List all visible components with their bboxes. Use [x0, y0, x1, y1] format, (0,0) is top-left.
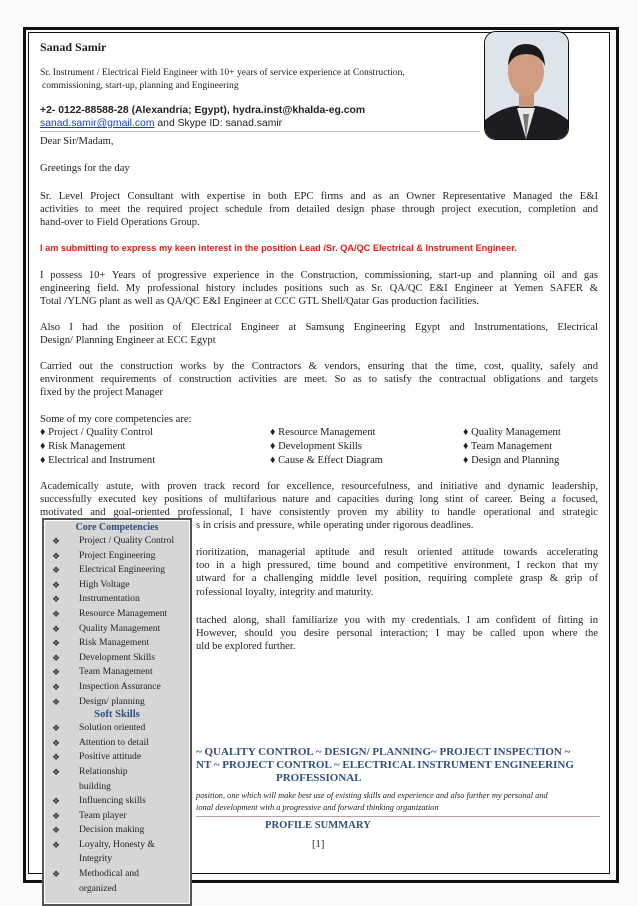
- competency-item: ♦ Resource Management: [270, 427, 376, 438]
- competency-item: ♦ Development Skills: [270, 440, 362, 452]
- skill-item: [44, 578, 190, 593]
- skill-item: [44, 838, 190, 867]
- skill-item: [44, 607, 190, 622]
- candidate-name: Sanad Samir: [40, 40, 107, 54]
- skill-label: High Voltage: [79, 578, 130, 590]
- divider: [196, 816, 600, 817]
- skill-label: Positive attitude: [79, 751, 142, 763]
- paragraph-line: rofessional loyalty, integrity and maturity.: [196, 586, 374, 598]
- bullet-icon: ❖: [52, 594, 61, 605]
- paragraph: [40, 190, 598, 230]
- skill-item: [44, 651, 190, 666]
- skill-item: [44, 721, 190, 736]
- skill-label: Project / Quality Control: [79, 535, 175, 546]
- paragraph: [40, 480, 598, 520]
- competency-item: ♦ Quality Management: [463, 427, 561, 438]
- skill-label: Inspection Assurance: [79, 680, 161, 692]
- competency-column: [463, 426, 561, 467]
- profile-photo: [484, 31, 569, 140]
- competency-item: ♦ Design and Planning: [463, 454, 560, 466]
- competency-item: ♦ Electrical and Instrument: [40, 454, 156, 466]
- profile-headline: NT ~ PROJECT CONTROL ~ ELECTRICAL INSTRUMENT ENGINEERING: [196, 759, 574, 771]
- skill-item: [44, 680, 190, 695]
- competency-item: ♦ Cause & Effect Diagram: [270, 454, 383, 466]
- skills-sidebar: [42, 518, 192, 906]
- skill-item: [44, 665, 190, 680]
- paragraph-line: However, should you desire personal interaction; I may be called upon where the: [196, 628, 598, 640]
- page-number: [1]: [312, 839, 325, 850]
- salutation: Dear Sir/Madam,: [40, 136, 114, 147]
- bullet-icon: ❖: [52, 839, 61, 850]
- paragraph-line: environment requirements of construction activities are meet. So as to satisfy the contractual obligations and targets: [40, 374, 598, 386]
- skill-item: [44, 765, 190, 794]
- skill-item: [44, 622, 190, 637]
- skill-label: Resource Management: [79, 607, 168, 619]
- skill-label: Risk Management: [79, 637, 150, 649]
- bullet-icon: ❖: [52, 737, 61, 748]
- skill-item: [44, 636, 190, 651]
- skill-label: Team Management: [79, 666, 153, 678]
- paragraph: [40, 321, 598, 347]
- bullet-icon: ❖: [52, 869, 61, 880]
- bullet-icon: ❖: [52, 696, 61, 707]
- bullet-icon: ❖: [52, 638, 61, 649]
- paragraph-line: I possess 10+ Years of progressive experience in the Construction, commissioning, start-up and planning oil and gas: [40, 270, 598, 281]
- skill-item: [44, 794, 190, 809]
- bullet-icon: ❖: [52, 550, 61, 561]
- competency-item: ♦ Team Management: [463, 440, 553, 452]
- competency-column: [40, 426, 155, 467]
- bullet-icon: ❖: [52, 608, 61, 619]
- objective-line: ional development with a progressive and forward thinking organization: [196, 803, 439, 812]
- paragraph-line: Sr. Level Project Consultant with expertise in both EPC firms and as an Owner Representative Managed the E&I: [40, 191, 598, 202]
- paragraph-line: hand-over to Field Operations Group.: [40, 217, 200, 229]
- skype-id: and Skype ID: sanad.samir: [154, 118, 283, 129]
- skill-item: [44, 823, 190, 838]
- skill-label: Development Skills: [79, 651, 155, 663]
- paragraph-line: utward for a challenging middle level position, requiring complete grasp & grip of: [196, 573, 598, 585]
- bullet-icon: ❖: [52, 796, 61, 807]
- skill-label: Quality Management: [79, 622, 161, 634]
- profile-headline: ~ QUALITY CONTROL ~ DESIGN/ PLANNING~ PROJECT INSPECTION ~: [196, 746, 571, 758]
- skill-label: Decision making: [79, 824, 145, 836]
- core-competencies-heading: Core Competencies: [75, 522, 159, 533]
- bullet-icon: ❖: [52, 810, 61, 821]
- bullet-icon: ❖: [52, 565, 61, 576]
- bullet-icon: ❖: [52, 825, 61, 836]
- paragraph: [196, 546, 598, 599]
- title-line: commissioning, start-up, planning and Engineering: [42, 80, 239, 91]
- skill-label: Team player: [79, 809, 127, 821]
- skill-item: [44, 534, 190, 549]
- bullet-icon: ❖: [52, 623, 61, 634]
- skill-label: Attention to detail: [79, 736, 149, 748]
- contact-line: [40, 117, 282, 130]
- skill-label: Instrumentation: [79, 593, 140, 605]
- competency-column: [270, 426, 383, 467]
- bullet-icon: ❖: [52, 723, 61, 734]
- paragraph-line: Academically astute, with proven track record for excellence, resourcefulness, and initiative and dynamic leadership,: [40, 481, 598, 492]
- greeting: Greetings for the day: [40, 163, 130, 174]
- profile-headline: PROFESSIONAL: [276, 772, 362, 784]
- skill-item: [44, 809, 190, 824]
- paragraph-line: fixed by the project Manager: [40, 387, 163, 399]
- paragraph-line: motivated and goal-oriented professional, I have consistently proven my ability to handle operational and strategic: [40, 507, 598, 519]
- interest-statement: I am submitting to express my keen interest in the position Lead /Sr. QA/QC Electrical & Instrument Engineer.: [40, 243, 517, 253]
- skill-label: Relationship building: [79, 765, 128, 792]
- competency-item: ♦ Risk Management: [40, 440, 126, 452]
- paragraph-line: s in crisis and pressure, while operating under rigorous deadlines.: [196, 520, 474, 531]
- competency-item: ♦ Project / Quality Control: [40, 427, 154, 438]
- divider: [40, 131, 480, 132]
- paragraph-line: Design/ Planning Engineer at ECC Egypt: [40, 335, 216, 347]
- objective-line: position, one which will make best use of existing skills and experience and also further my personal and: [196, 791, 548, 800]
- paragraph-line: successfully executed key positions of multifarious nature and capacities during long stint of career. Being a focused,: [40, 494, 598, 506]
- skill-label: Design/ planning: [79, 695, 145, 707]
- skill-label: Electrical Engineering: [79, 564, 166, 576]
- skill-item: [44, 736, 190, 751]
- bullet-icon: ❖: [52, 536, 61, 546]
- bullet-icon: ❖: [52, 579, 61, 590]
- contact-phone-email: +2- 0122-88588-28 (Alexandria; Egypt), hydra.inst@khalda-eg.com: [40, 105, 366, 116]
- paragraph-line: rioritization, managerial aptitude and result oriented attitude towards accelerating: [196, 547, 598, 558]
- paragraph: [196, 614, 598, 654]
- profile-summary-heading: PROFILE SUMMARY: [265, 820, 371, 831]
- skill-label: Solution oriented: [79, 722, 146, 734]
- bullet-icon: ❖: [52, 766, 61, 777]
- email-link[interactable]: sanad.samir@gmail.com: [40, 118, 155, 129]
- paragraph-line: uld be explored further.: [196, 641, 296, 653]
- soft-skills-heading: Soft Skills: [94, 709, 140, 721]
- bullet-icon: ❖: [52, 681, 61, 692]
- bullet-icon: ❖: [52, 652, 61, 663]
- paragraph: [40, 269, 598, 309]
- paragraph-line: engineering field. My professional history includes positions such as Sr. QA/QC E&I Engineer at Yemen SAFER &: [40, 283, 598, 295]
- title-line: Sr. Instrument / Electrical Field Engineer with 10+ years of service experience at Construction,: [40, 67, 405, 78]
- paragraph-line: too in a high pressured, time bound and competitive environment, I reckon that my: [196, 560, 598, 572]
- skill-item: [44, 592, 190, 607]
- competencies-intro: Some of my core competencies are:: [40, 414, 192, 425]
- skill-item: [44, 563, 190, 578]
- skill-item: [44, 695, 190, 710]
- paragraph-line: Carried out the construction works by the Contractors & vendors, ensuring that the time, cost, quality, safely and: [40, 361, 598, 372]
- skill-label: Loyalty, Honesty & Integrity: [79, 838, 155, 865]
- paragraph-line: activities to meet the required project schedule from detailed design phase through project execution, completion and: [40, 204, 598, 216]
- paragraph-line: Also I had the position of Electrical Engineer at Samsung Engineering Egypt and Instrumentations, Electrical: [40, 322, 598, 333]
- skill-item: [44, 867, 190, 896]
- bullet-icon: ❖: [52, 752, 61, 763]
- skill-label: Project Engineering: [79, 549, 156, 561]
- skill-item: [44, 750, 190, 765]
- bullet-icon: ❖: [52, 667, 61, 678]
- skill-item: [44, 549, 190, 564]
- paragraph: [40, 360, 598, 400]
- skill-label: Influencing skills: [79, 795, 146, 807]
- paragraph-line: Total /YLNG plant as well as QA/QC E&I Engineer at CCC GTL Shell/Qatar Gas production facilities.: [40, 296, 479, 308]
- paragraph-line: ttached along, shall familiarize you with my credentials. I am confident of fitting in: [196, 615, 598, 626]
- skill-label: Methodical and organized: [79, 868, 139, 894]
